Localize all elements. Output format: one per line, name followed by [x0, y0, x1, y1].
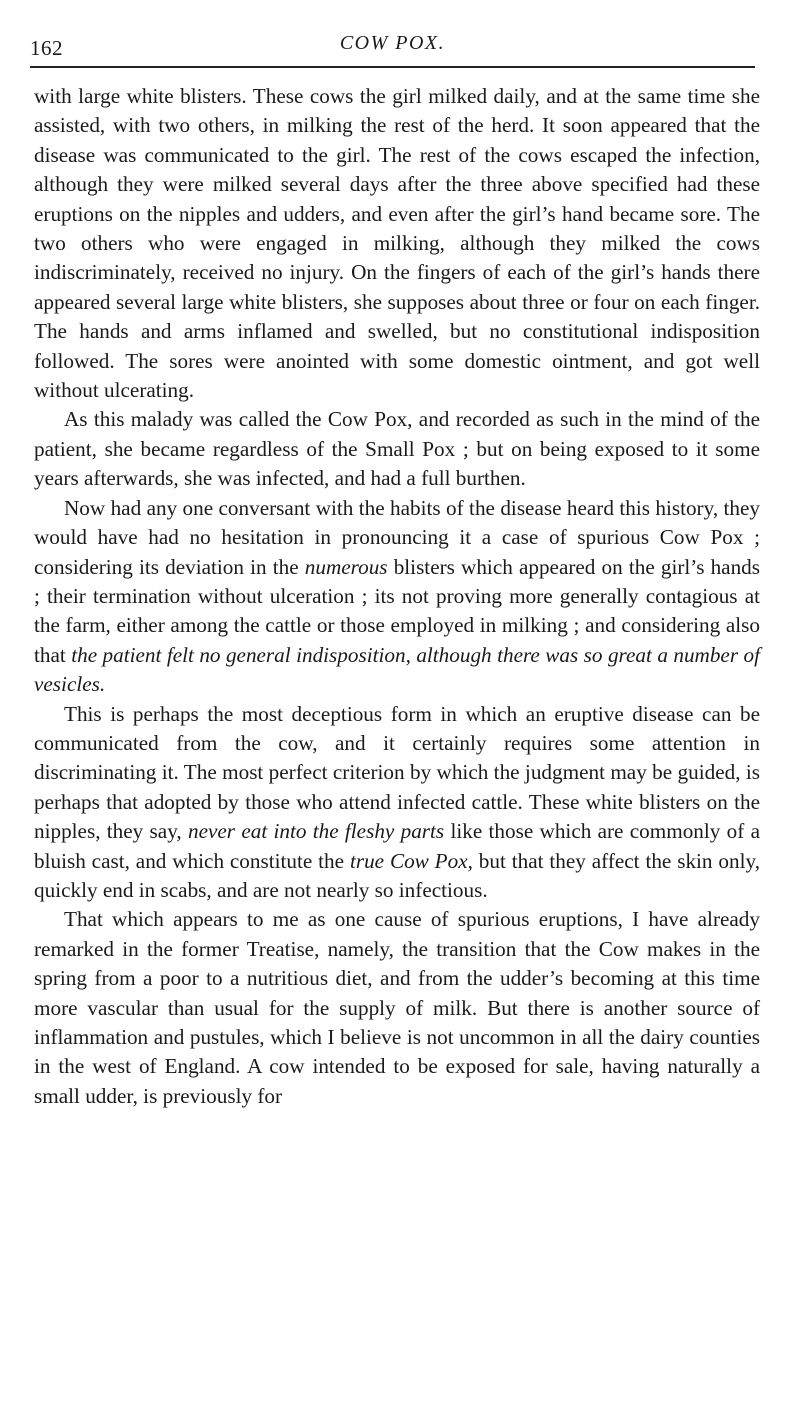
- body-text: [34, 82, 760, 1111]
- header-rule: [30, 66, 755, 68]
- paragraph-2-text: As this malady was called the Cow Pox, and recorded as such in the mind of the patient, she became regardless of the Small Pox ; but on being exposed to it some years afterwards, she was infected, and had a full burthen.: [34, 407, 760, 491]
- paragraph-3: [34, 494, 760, 700]
- paragraph-5: [34, 905, 760, 1111]
- paragraph-4-text-a: This is perhaps the most deceptious form in which an eruptive disease can be communicated from the cow, and it certainly requires some attention in discriminating it. The most perfect criterion by which the judgment may be guided, is perhaps that adopted by those who attend infected cattle. These white blisters on the nipples, they say,: [34, 701, 760, 844]
- paragraph-5-text: That which appears to me as one cause of spurious eruptions, I have already remarked in the former Treatise, namely, the transition that the Cow makes in the spring from a poor to a nutritious diet, and from the udder’s becoming at this time more vascular than usual for the supply of milk. But there is another source of inflammation and pustules, which I believe is not uncommon in all the dairy counties in the west of England. A cow intended to be exposed for sale, having naturally a small udder, is previously for: [34, 907, 760, 1108]
- page-number: 162: [30, 36, 63, 60]
- paragraph-1-text: with large white blisters. These cows the girl milked daily, and at the same time she assisted, with two others, in milking the rest of the herd. It soon appeared that the disease was communicated to the girl. The rest of the cows escaped the infection, although they were milked several days after the three above specified had these eruptions on the nipples and udders, and even after the girl’s hand became sore. The two others who were engaged in milking, although they milked the cows indiscriminately, received no injury. On the fingers of each of the girl’s hands there appeared several large white blisters, she supposes about three or four on each finger. The hands and arms inflamed and swelled, but no constitutional indisposition followed. The sores were anointed with some domestic ointment, and got well without ulcerating.: [34, 84, 760, 403]
- paragraph-3-italic-indisposition: the patient felt no general indisposition, although there was so great a number of vesicles.: [34, 642, 760, 697]
- paragraph-4-text-c: but that they affect the skin only, quickly end in scabs, and are not nearly so infectious.: [34, 848, 760, 902]
- paragraph-4: [34, 700, 760, 906]
- paragraph-3-italic-numerous: numerous: [304, 554, 388, 579]
- paragraph-3-text-b: blisters which appeared on the girl’s hands ; their termination without ulceration ; its not proving more generally contagious at the farm, either among the cattle or those employed in milking ; and considering also that: [34, 554, 761, 667]
- paragraph-4-text-b: like those which are commonly of a bluish cast, and which constitute the: [34, 819, 760, 873]
- page-header: [30, 30, 755, 66]
- paragraph-2: [34, 405, 760, 493]
- paragraph-4-italic-fleshy-parts: never eat into the fleshy parts: [188, 819, 445, 844]
- paragraph-3-text-a: Now had any one conversant with the habits of the disease heard this history, they would have had no hesitation in pronouncing it a case of spurious Cow Pox ; considering its deviation in the: [34, 495, 760, 579]
- paragraph-1: [34, 82, 760, 405]
- running-title: COW POX.: [339, 32, 446, 54]
- paragraph-4-italic-true-cow-pox: true Cow Pox,: [349, 848, 473, 873]
